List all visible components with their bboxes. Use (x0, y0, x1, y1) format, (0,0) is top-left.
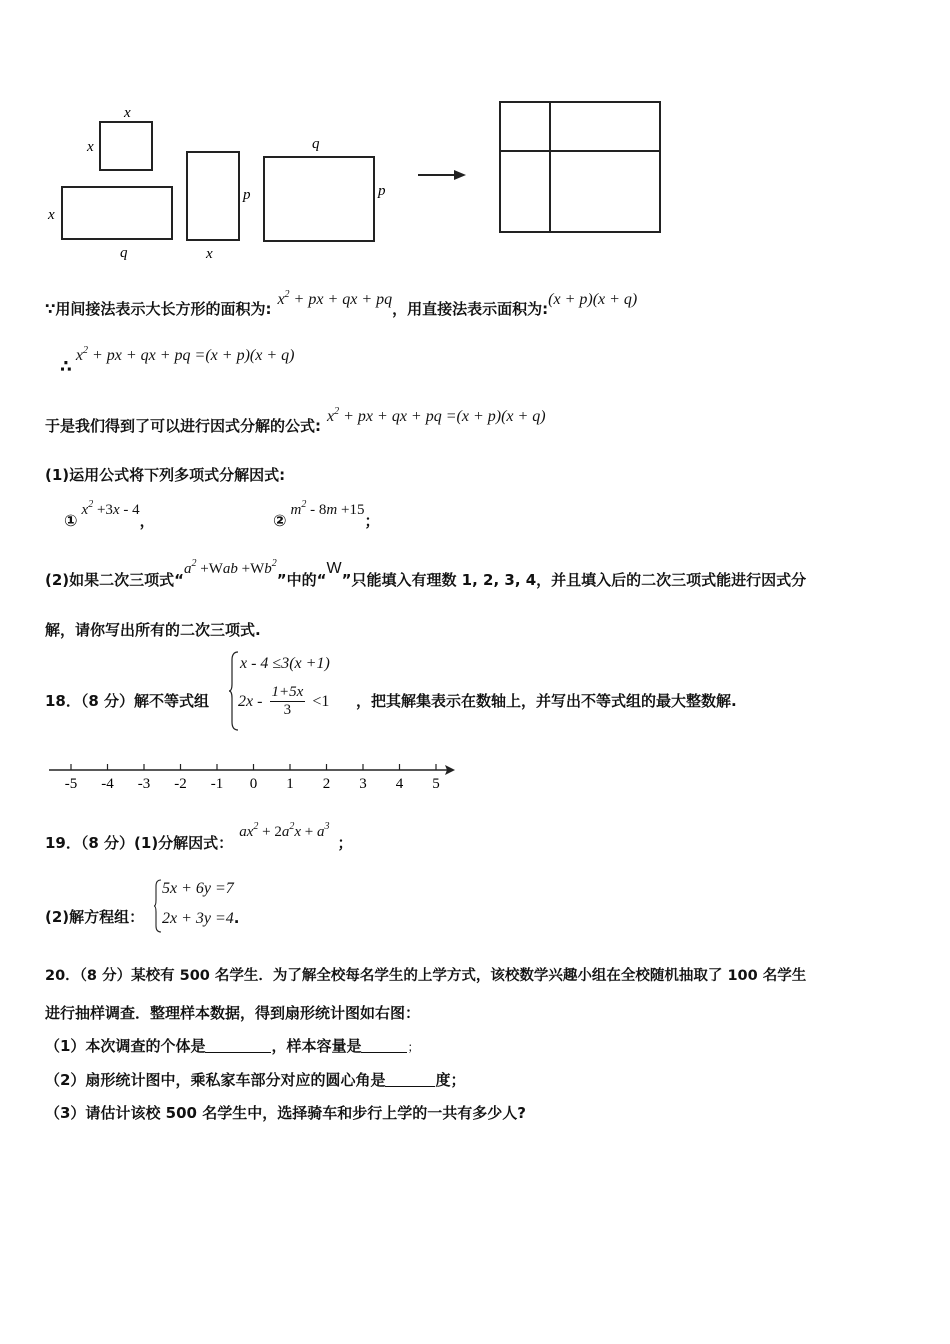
q18-ineq2 (238, 684, 329, 719)
tick-label: -5 (64, 776, 78, 792)
tick-label: -2 (174, 776, 187, 792)
combined-rectangle (500, 102, 660, 232)
sub1-text-a: （1）本次调查的个体是 (45, 1037, 206, 1055)
ineq2-denominator: 3 (283, 702, 292, 718)
arrow-head (454, 170, 466, 180)
q19-eq2: 2x + 3y =4 (162, 910, 234, 927)
item2-end: ； (364, 512, 380, 530)
sub2-text-a: （2）扇形统计图中，乘私家车部分对应的圆心角是 (45, 1071, 386, 1089)
tick-label: -1 (210, 776, 224, 792)
q17-part2-line1 (45, 557, 807, 589)
q19-prefix: 19．（8 分）(1)分解因式： (45, 834, 234, 852)
label-q-top: q (312, 136, 320, 152)
q19-line1 (45, 820, 353, 852)
blank-individual[interactable] (205, 1038, 271, 1053)
q18-prefix: 18．（8 分）解不等式组 (45, 692, 210, 710)
item2-number: ② (273, 511, 287, 530)
tick-label: -3 (137, 776, 151, 792)
label-x-wide: x (48, 207, 55, 223)
tick-label: 4 (395, 776, 404, 792)
q20-sub1 (45, 1035, 419, 1056)
number-line (45, 755, 465, 795)
blank-sample-size[interactable] (361, 1038, 407, 1053)
rect-x-by-q (62, 187, 172, 239)
intro-line-3 (45, 405, 546, 435)
q19-eq2-line (162, 908, 240, 928)
intro-math-b: (x + p)(x + q) (548, 291, 638, 308)
label-p-tall: p (243, 187, 251, 203)
q18-suffix: ，把其解集表示在数轴上，并写出不等式组的最大整数解. (356, 692, 737, 710)
tick-label: 1 (286, 776, 294, 792)
q19-math: $ax^2 + 2a^2x + a^3$ (239, 821, 330, 840)
label-p-big: p (378, 183, 386, 199)
item1-end: ， (139, 512, 155, 530)
q19-eq2-end: . (233, 909, 240, 927)
sub1-text-b: ，样本容量是 (271, 1037, 362, 1055)
item2-math: $m^2 - 8m +15$ (290, 499, 365, 518)
q19-end: ； (337, 834, 353, 852)
label-x-tall-bottom: x (206, 246, 213, 262)
q20-sub3: （3）请估计该校 500 名学生中，选择骑车和步行上学的一共有多少人? (45, 1104, 526, 1122)
ineq2-right: <1 (312, 692, 330, 710)
tick-label: -4 (101, 776, 114, 792)
tick-label: 5 (432, 776, 440, 792)
intro-line2-math: $x^2$ + px + qx + pq =(x + p)(x + q) (75, 345, 295, 364)
part2-text-a: (2)如果二次三项式“ (45, 571, 185, 589)
q20-line1: 20．（8 分）某校有 500 名学生．为了解全校每名学生的上学方式，该校数学兴趣小组在全校随机抽取了 100 名学生 (45, 968, 807, 984)
tick-label: 2 (322, 776, 331, 792)
tick-label: 0 (249, 776, 258, 792)
formula-intro-text: 于是我们得到了可以进行因式分解的公式: (45, 417, 322, 435)
ineq2-fraction (270, 684, 306, 719)
intro-line-1 (45, 288, 638, 318)
part2-math: $a^2 +Wab +Wb^2$ (184, 558, 277, 577)
ineq2-numerator: 1+5x (271, 684, 304, 700)
tick-group (65, 764, 440, 792)
label-q-bottom: q (120, 245, 128, 261)
q20-sub2 (45, 1069, 465, 1090)
intro-text-a: ∵用间接法表示大长方形的面积为: (45, 300, 272, 318)
q17-part2-line2: 解，请你写出所有的二次三项式. (45, 621, 261, 639)
part2-w: W (326, 560, 342, 577)
part2-text-b: ”中的“ (276, 571, 327, 589)
therefore-symbol: ∴ (60, 357, 72, 377)
q17-item2 (273, 498, 380, 530)
blank-central-angle[interactable] (385, 1072, 435, 1087)
intro-math-a: $x^2$ + px + qx + pq (277, 289, 393, 308)
q20-line2: 进行抽样调查．整理样本数据，得到扇形统计图如右图： (45, 1004, 421, 1022)
rectangles-diagram (40, 95, 680, 265)
part2-text-c: ”只能填入有理数 1, 2, 3, 4，并且填入后的二次三项式能进行因式分 (341, 571, 807, 589)
q17-part1-heading: (1)运用公式将下列多项式分解因式: (45, 466, 286, 484)
q17-item1 (64, 498, 155, 530)
square-x-by-x (100, 122, 152, 170)
formula-math: $x^2$ + px + qx + pq =(x + p)(x + q) (327, 406, 546, 425)
item1-math: $x^2 +3x - 4$ (81, 499, 140, 518)
q19-eq1: 5x + 6y =7 (162, 880, 234, 897)
label-x-left: x (87, 139, 94, 155)
sub1-text-c: ； (407, 1040, 420, 1054)
item1-number: ① (64, 511, 78, 530)
q19-part2-label: (2)解方程组： (45, 908, 145, 926)
tick-label: 3 (359, 776, 367, 792)
rect-p-by-x (187, 152, 239, 240)
ineq2-left: 2x - (238, 692, 263, 710)
sub2-text-b: 度； (435, 1071, 466, 1089)
rect-p-by-q (264, 157, 374, 241)
q18-ineq1: x - 4 ≤3(x +1) (240, 655, 330, 672)
intro-line-2 (60, 345, 295, 377)
label-x-top: x (124, 105, 131, 121)
intro-text-b: ，用直接法表示面积为: (392, 300, 549, 318)
